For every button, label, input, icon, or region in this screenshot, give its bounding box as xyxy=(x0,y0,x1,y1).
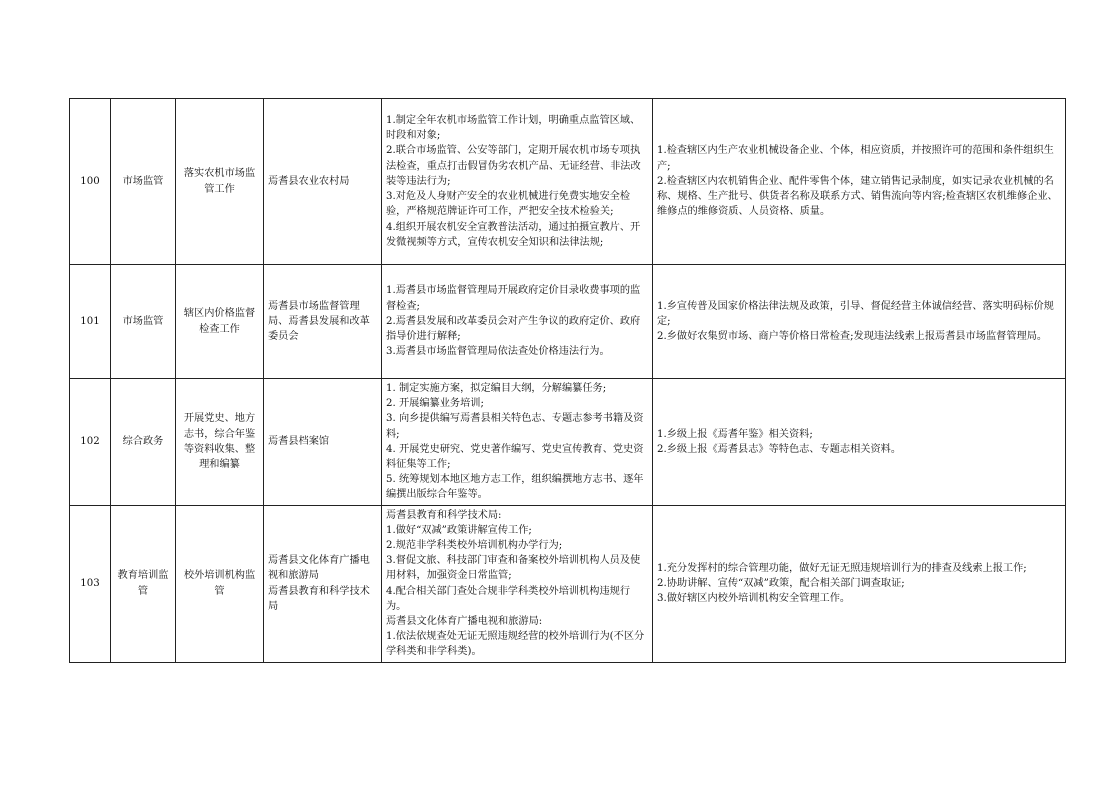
duty-line: 2.焉耆县发展和改革委员会对产生争议的政府定价、政府指导价进行解释; xyxy=(386,315,641,343)
township-duties-cell xyxy=(653,379,1066,506)
duty-line: 1.做好“双减”政策讲解宣传工作; xyxy=(386,524,532,536)
duty-line: 3.焉耆县市场监督管理局依法查处价格违法行为。 xyxy=(386,346,610,358)
duty-line: 4.配合相关部门查处合规非学科类校外培训机构违规行为。 xyxy=(386,585,631,612)
department-line: 焉耆县农业农村局 xyxy=(268,175,350,187)
duty-line: 3.做好辖区内校外培训机构安全管理工作。 xyxy=(657,593,851,605)
department-line: 焉耆县档案馆 xyxy=(268,436,330,448)
responsibility-table xyxy=(69,98,1066,663)
duty-line: 1.充分发挥村的综合管理功能，做好无证无照违规培训行为的排查及线索上报工作; xyxy=(657,562,1027,574)
department-duties-cell xyxy=(382,265,653,379)
table-row xyxy=(70,505,1066,662)
row-number: 102 xyxy=(70,379,111,506)
duty-line: 2.规范非学科类校外培训机构办学行为; xyxy=(386,540,563,552)
department-line: 焉耆县教育和科学技术局 xyxy=(268,585,370,612)
department-duties-cell xyxy=(382,379,653,506)
duty-line: 2.乡级上报《焉耆县志》等特色志、专题志相关资料。 xyxy=(657,443,902,455)
item-cell: 校外培训机构监管 xyxy=(176,505,264,662)
duty-line: 2.乡做好农集贸市场、商户等价格日常检查;发现违法线索上报焉耆县市场监督管理局。 xyxy=(657,331,1048,343)
table-row xyxy=(70,99,1066,265)
duty-line: 焉耆县教育和科学技术局: xyxy=(386,509,502,521)
duty-line: 3.对危及人身财产安全的农业机械进行免费实地安全检验，严格规范牌证许可工作，严把安全技术检验关; xyxy=(386,191,631,218)
duty-line: 2.联合市场监管、公安等部门，定期开展农机市场专项执法检查，重点打击假冒伪劣农机产品、无证经营、非法改装等违法行为; xyxy=(386,145,641,187)
row-number: 103 xyxy=(70,505,111,662)
category-cell: 教育培训监管 xyxy=(111,505,176,662)
item-cell: 开展党史、地方志书，综合年鉴等资料收集、整理和编纂 xyxy=(176,379,264,506)
duty-line: 4.组织开展农机安全宣教普法活动，通过拍摄宣教片、开发微视频等方式，宣传农机安全知识和法律法规; xyxy=(386,221,641,248)
department-cell xyxy=(264,265,382,379)
township-duties-cell xyxy=(653,505,1066,662)
duty-line: 3. 向乡提供编写焉耆县相关特色志、专题志参考书籍及资料; xyxy=(386,413,644,440)
department-cell xyxy=(264,505,382,662)
category-cell: 市场监管 xyxy=(111,99,176,265)
township-duties-cell xyxy=(653,99,1066,265)
department-line: 焉耆县市场监督管理局、焉耆县发展和改革委员会 xyxy=(268,300,370,343)
duty-line: 2.协助讲解、宣传“双减”政策，配合相关部门调查取证; xyxy=(657,578,905,590)
table-row xyxy=(70,265,1066,379)
duty-line: 1.制定全年农机市场监管工作计划，明确重点监管区域、时段和对象; xyxy=(386,115,641,142)
duty-line: 2. 开展编纂业务培训; xyxy=(386,398,484,410)
department-line: 焉耆县文化体育广播电视和旅游局 xyxy=(268,555,370,582)
row-number: 100 xyxy=(70,99,111,265)
category-cell: 综合政务 xyxy=(111,379,176,506)
category-cell: 市场监管 xyxy=(111,265,176,379)
duty-line: 5. 统筹规划本地区地方志工作，组织编撰地方志书、逐年编撰出版综合年鉴等。 xyxy=(386,474,644,501)
item-cell: 辖区内价格监督检查工作 xyxy=(176,265,264,379)
item-cell: 落实农机市场监管工作 xyxy=(176,99,264,265)
duty-line: 1.检查辖区内生产农业机械设备企业、个体，相应资质，并按照许可的范围和条件组织生产; xyxy=(657,145,1054,172)
duty-line: 1.乡宣传普及国家价格法律法规及政策，引导、督促经营主体诚信经营、落实明码标价规定; xyxy=(657,300,1054,327)
duty-line: 1.乡级上报《焉耆年鉴》相关资料; xyxy=(657,428,813,440)
duty-line: 焉耆县文化体育广播电视和旅游局: xyxy=(386,616,543,628)
department-duties-cell xyxy=(382,505,653,662)
duty-line: 1.依法依规查处无证无照违规经营的校外培训行为(不区分学科类和非学科类)。 xyxy=(386,631,645,658)
duty-line: 2.检查辖区内农机销售企业、配件零售个体，建立销售记录制度，如实记录农业机械的名称、规格、生产批号、供货者名称及联系方式、销售流向等内容;检查辖区农机维修企业、维修点的维修资质、人员资格、质量。 xyxy=(657,175,1058,218)
duty-line: 4. 开展党史研究、党史著作编写、党史宣传教育、党史资料征集等工作; xyxy=(386,443,644,471)
department-cell xyxy=(264,379,382,506)
township-duties-cell xyxy=(653,265,1066,379)
department-cell xyxy=(264,99,382,265)
duty-line: 3.督促文旅、科技部门审查和备案校外培训机构人员及使用材料，加强资金日常监管; xyxy=(386,555,641,582)
duty-line: 1. 制定实施方案，拟定编目大纲，分解编纂任务; xyxy=(386,383,607,394)
department-duties-cell xyxy=(382,99,653,265)
duty-line: 1.焉耆县市场监督管理局开展政府定价目录收费事项的监督检查; xyxy=(386,285,641,312)
table-row xyxy=(70,379,1066,506)
row-number: 101 xyxy=(70,265,111,379)
